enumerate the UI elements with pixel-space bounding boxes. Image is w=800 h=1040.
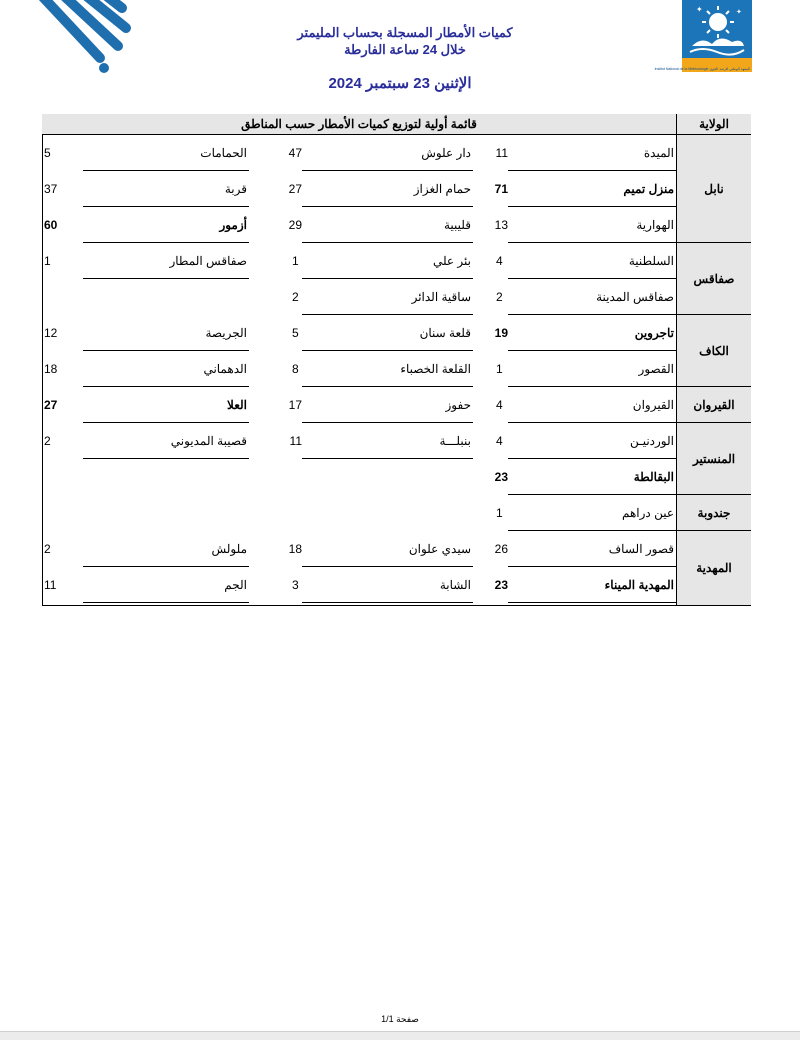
logo-band xyxy=(654,58,752,72)
rainfall-value: 5 xyxy=(44,146,51,160)
station-name: المهدية الميناء xyxy=(508,567,676,603)
station-name: قصور الساف xyxy=(508,531,676,567)
station-name: أزمور xyxy=(83,207,249,243)
station-name xyxy=(83,459,249,495)
governorate-cell: القيروان xyxy=(676,387,751,423)
rainfall-value: 23 xyxy=(494,578,508,592)
table-row xyxy=(42,135,676,171)
rainfall-value xyxy=(42,495,83,531)
rainfall-value xyxy=(42,459,83,495)
rainfall-value xyxy=(290,459,302,495)
report-title: كميات الأمطار المسجلة بحساب المليمتر xyxy=(297,25,513,40)
station-name xyxy=(83,279,249,315)
table-title: قائمة أولية لتوزيع كميات الأمطار حسب المناطق xyxy=(42,114,676,135)
station-name: القيروان xyxy=(508,387,676,423)
station-name: صفاقس المدينة xyxy=(508,279,676,315)
station-name: الهوارية xyxy=(508,207,676,243)
station-name: القصور xyxy=(508,351,676,387)
rainfall-value: 4 xyxy=(496,254,503,268)
rainfall-value: 47 xyxy=(288,146,302,160)
rainfall-value xyxy=(42,279,83,315)
station-name: بنبلـــة xyxy=(302,423,473,459)
rainfall-value: 5 xyxy=(292,326,299,340)
rainfall-value: 29 xyxy=(288,218,302,232)
station-name xyxy=(83,495,249,531)
rainfall-value: 18 xyxy=(288,542,302,556)
rainfall-value: 11 xyxy=(44,578,57,592)
station-name: بئر علي xyxy=(302,243,473,279)
rainfall-value: 19 xyxy=(494,326,508,340)
rainfall-value: 2 xyxy=(496,290,503,304)
station-name: سيدي علوان xyxy=(302,531,473,567)
governorate-cell: جندوبة xyxy=(676,495,751,531)
institute-logo xyxy=(654,0,752,72)
station-name: الجريصة xyxy=(83,315,249,351)
rainfall-value: 27 xyxy=(44,398,58,412)
rainfall-value: 1 xyxy=(496,506,503,520)
station-name: حمام الغزاز xyxy=(302,171,473,207)
table-row xyxy=(42,279,676,315)
table-row xyxy=(42,423,676,459)
station-name: الشابة xyxy=(302,567,473,603)
station-name: الميدة xyxy=(508,135,676,171)
rainfall-value: 13 xyxy=(494,218,508,232)
table-row xyxy=(42,171,676,207)
station-name: الوردنيـن xyxy=(508,423,676,459)
report-date: الإثنين 23 سبتمبر 2024 xyxy=(328,75,472,92)
rainfall-value: 8 xyxy=(292,362,299,376)
station-name: العلا xyxy=(83,387,249,423)
table-row xyxy=(42,351,676,387)
table-row xyxy=(42,567,676,603)
governorate-column-header: الولاية xyxy=(676,114,751,135)
station-name: قلعة سنان xyxy=(302,315,473,351)
rainfall-value: 4 xyxy=(496,434,503,448)
table-row xyxy=(42,315,676,351)
station-name: السلطنية xyxy=(508,243,676,279)
rainfall-value: 1 xyxy=(292,254,299,268)
rainfall-value: 12 xyxy=(44,326,58,340)
rainfall-value: 1 xyxy=(496,362,503,376)
station-name: ساقية الدائر xyxy=(302,279,473,315)
rainfall-value xyxy=(290,495,302,531)
governorate-cell: الكاف xyxy=(676,315,751,387)
governorate-cell: المهدية xyxy=(676,531,751,606)
rainfall-value: 2 xyxy=(44,434,51,448)
report-subtitle: خلال 24 ساعة الفارطة xyxy=(344,42,466,57)
station-name: قصيبة المديوني xyxy=(83,423,249,459)
svg-text:✦: ✦ xyxy=(736,8,742,16)
brand-stripes-graphic xyxy=(42,0,142,75)
sun-cloud-emblem-icon xyxy=(682,0,752,58)
rainfall-value: 1 xyxy=(44,254,51,268)
governorate-cell: المنستير xyxy=(676,423,751,495)
station-name xyxy=(302,459,473,495)
table-row xyxy=(42,207,676,243)
table-row xyxy=(42,243,676,279)
svg-text:✦: ✦ xyxy=(696,5,703,14)
rainfall-value: 11 xyxy=(495,146,508,160)
page-number: صفحة 1/1 xyxy=(381,1014,419,1024)
rainfall-value: 27 xyxy=(288,182,302,196)
station-name: منزل تميم xyxy=(508,171,676,207)
table-row xyxy=(42,387,676,423)
rainfall-table xyxy=(42,114,751,606)
station-name: قليبية xyxy=(302,207,473,243)
rainfall-value: 2 xyxy=(292,290,299,304)
station-name xyxy=(302,495,473,531)
station-name: الدهماني xyxy=(83,351,249,387)
rainfall-value: 23 xyxy=(494,470,508,484)
rainfall-value: 26 xyxy=(494,542,508,556)
station-name: صفاقس المطار xyxy=(83,243,249,279)
viewer-bottom-bar xyxy=(0,1031,800,1040)
rainfall-value: 3 xyxy=(292,578,299,592)
station-name: تاجروين xyxy=(508,315,676,351)
station-name: الجم xyxy=(83,567,249,603)
rainfall-value: 2 xyxy=(44,542,51,556)
logo-caption: المعهد الوطني للرصد الجوي Institut National de la Météorologie xyxy=(654,67,750,71)
station-name: دار علوش xyxy=(302,135,473,171)
table-row xyxy=(42,495,676,531)
rainfall-value: 4 xyxy=(496,398,503,412)
station-name: القلعة الخصباء xyxy=(302,351,473,387)
governorate-cell: صفاقس xyxy=(676,243,751,315)
station-name: البقالطة xyxy=(508,459,676,495)
station-name: عين دراهم xyxy=(508,495,676,531)
station-name: قربة xyxy=(83,171,249,207)
rainfall-value: 18 xyxy=(44,362,58,376)
rainfall-value: 37 xyxy=(44,182,58,196)
station-name: ملولش xyxy=(83,531,249,567)
rainfall-value: 60 xyxy=(44,218,58,232)
station-name: حفوز xyxy=(302,387,473,423)
table-row xyxy=(42,459,676,495)
governorate-cell: نابل xyxy=(676,135,751,243)
rainfall-value: 11 xyxy=(289,434,302,448)
table-row xyxy=(42,531,676,567)
rainfall-value: 71 xyxy=(494,182,508,196)
rainfall-value: 17 xyxy=(288,398,302,412)
station-name: الحمامات xyxy=(83,135,249,171)
